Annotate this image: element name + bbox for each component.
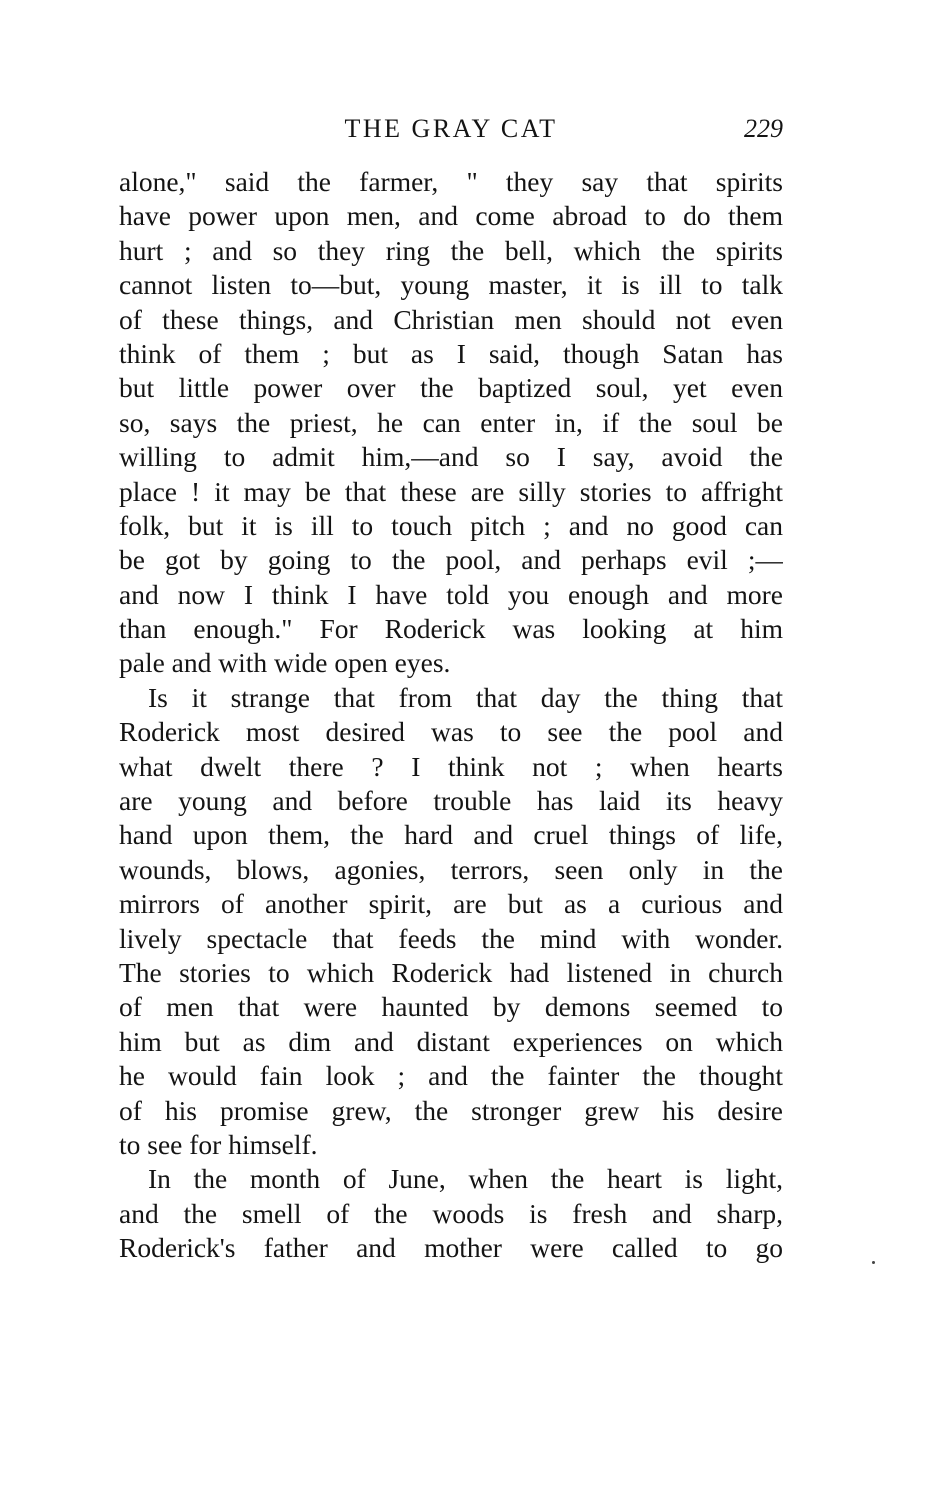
text-line: than enough." For Roderick was looking at him	[119, 613, 783, 645]
text-line: In the month of June, when the heart is light,	[148, 1163, 783, 1195]
text-line: what dwelt there ? I think not ; when hearts	[119, 750, 783, 782]
text-line: of men that were haunted by demons seemed to	[119, 991, 783, 1023]
text-line: of his promise grew, the stronger grew his desire	[119, 1094, 783, 1126]
text-line: folk, but it is ill to touch pitch ; and no good can	[119, 509, 783, 541]
text-line: be got by going to the pool, and perhaps evil ;—	[119, 544, 783, 576]
paragraph-1	[119, 165, 783, 681]
page-number: 229	[744, 114, 783, 143]
text-line: hurt ; and so they ring the bell, which the spirits	[119, 234, 783, 266]
text-line: think of them ; but as I said, though Satan has	[119, 337, 783, 369]
text-line: have power upon men, and come abroad to do them	[119, 200, 783, 232]
text-line: Roderick's father and mother were called to go	[119, 1232, 783, 1264]
text-line: Roderick most desired was to see the pool and	[119, 716, 783, 748]
running-title: THE GRAY CAT	[344, 114, 558, 143]
text-line: cannot listen to—but, young master, it is ill to talk	[119, 269, 783, 301]
text-line: pale and with wide open eyes.	[119, 647, 451, 679]
paragraph-3	[119, 1162, 783, 1265]
text-line: wounds, blows, agonies, terrors, seen only in the	[119, 853, 783, 885]
body-text	[119, 165, 783, 1266]
text-line: place ! it may be that these are silly stories to affright	[119, 475, 783, 507]
text-line: and the smell of the woods is fresh and sharp,	[119, 1197, 783, 1229]
text-line: Is it strange that from that day the thing that	[148, 681, 783, 713]
ink-speck	[872, 1261, 875, 1264]
text-line: to see for himself.	[119, 1128, 318, 1160]
running-head	[119, 112, 783, 146]
text-line: are young and before trouble has laid its heavy	[119, 785, 783, 817]
paragraph-2	[119, 681, 783, 1162]
text-line: lively spectacle that feeds the mind with wonder.	[119, 922, 783, 954]
text-line: The stories to which Roderick had listened in church	[119, 956, 783, 988]
text-line: him but as dim and distant experiences on which	[119, 1025, 783, 1057]
text-line: so, says the priest, he can enter in, if the soul be	[119, 406, 783, 438]
text-line: alone," said the farmer, " they say that spirits	[119, 166, 783, 197]
text-line: he would fain look ; and the fainter the thought	[119, 1060, 783, 1092]
text-line: mirrors of another spirit, are but as a curious and	[119, 888, 783, 920]
text-line: willing to admit him,—and so I say, avoid the	[119, 441, 783, 473]
text-line: hand upon them, the hard and cruel things of life,	[119, 819, 783, 851]
text-line: of these things, and Christian men should not even	[119, 303, 783, 335]
text-line: but little power over the baptized soul, yet even	[119, 372, 783, 404]
text-line: and now I think I have told you enough and more	[119, 578, 783, 610]
